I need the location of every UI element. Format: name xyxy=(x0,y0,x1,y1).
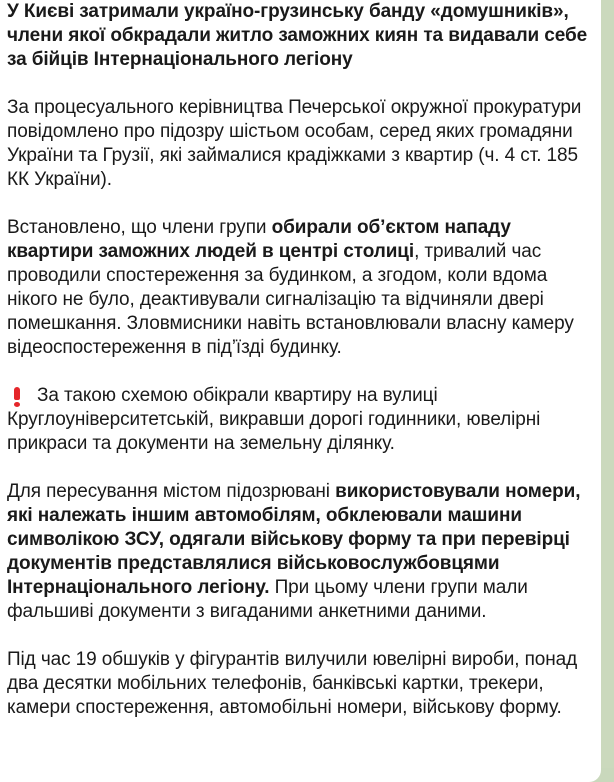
paragraph-disguise-text: Для пересування містом підозрювані xyxy=(7,481,336,502)
paragraph-robbery xyxy=(7,384,591,456)
paragraph-method-text: Встановлено, що члени групи xyxy=(7,217,272,238)
paragraph-method-bold: обирали об’єктом нападу квартири заможних людей в центрі столиці xyxy=(7,217,511,262)
paragraph-charges: За процесуального керівництва Печерської окружної прокуратури повідомлено про підозру шістьом особам, серед яких громадяни України та Грузії, які займалися крадіжками з квартир (ч. 4 ст. 185 КК України). xyxy=(7,97,582,190)
paragraph-method-text-end: , тривалий час проводили спостереження за будинком, а згодом, коли вдома нікого не було, деактивували сигналізацію та відчиняли двері помешкання. Зловмисники навіть встановлювали власну камеру відеоспостереження в під’їзді будинку. xyxy=(7,241,574,358)
paragraph-disguise xyxy=(7,480,591,624)
paragraph-disguise-bold: використовували номери, які належать іншим автомобілям, обклеювали машини символікою ЗСУ, одягали військову форму та при перевірці документів представлялися військовослужбовцями Інтернаціонального легіону. xyxy=(7,481,581,598)
exclamation-icon xyxy=(11,384,23,408)
paragraph-disguise-text-end: При цьому члени групи мали фальшиві документи з вигаданими анкетними даними. xyxy=(7,577,528,622)
paragraph-robbery-text: За такою схемою обікрали квартиру на вулиці Круглоуніверситетській, викравши дорогі годинники, ювелірні прикраси та документи на земельну ділянку. xyxy=(7,385,541,454)
paragraph-searches: Під час 19 обшуків у фігурантів вилучили ювелірні вироби, понад два десятки мобільних телефонів, банківські картки, трекери, камери спостереження, автомобільні номери, військову форму. xyxy=(7,649,578,718)
paragraph-method xyxy=(7,216,591,360)
post-headline: У Києві затримали україно-грузинську банду «домушників», члени якої обкрадали житло заможних киян та видавали себе за бійців Інтернаціонального легіону xyxy=(7,1,588,70)
message-text xyxy=(7,0,591,720)
